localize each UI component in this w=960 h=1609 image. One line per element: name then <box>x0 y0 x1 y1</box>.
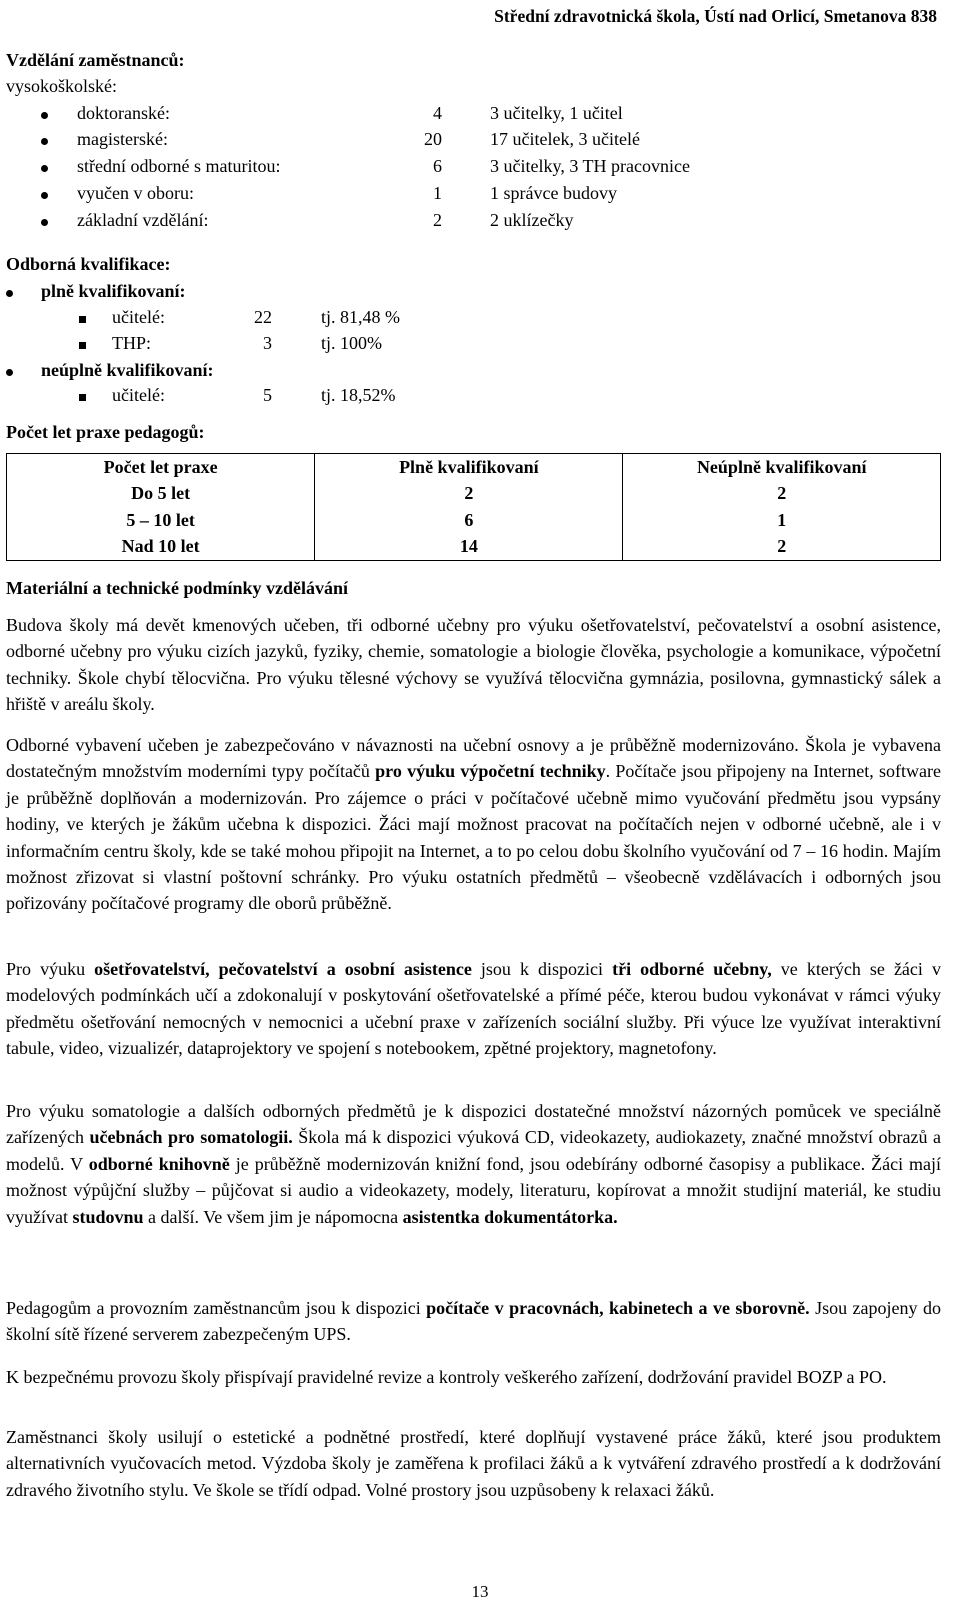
qualification-heading: Odborná kvalifikace: <box>6 254 171 274</box>
square-bullet-icon <box>79 316 86 323</box>
bullet-icon <box>41 219 48 226</box>
bullet-icon <box>6 369 13 376</box>
page-number: 13 <box>471 1582 489 1601</box>
education-heading: Vzdělání zaměstnanců: <box>6 50 185 70</box>
paragraph-computers: Pedagogům a provozním zaměstnancům jsou k dispozici počítače v pracovnách, kabinetech a ve sborovně. Jsou zapojeny do školní sítě řízené serverem zabezpečeným UPS. <box>6 1298 941 1345</box>
table-cell: 2 <box>315 481 623 508</box>
table-cell: 14 <box>315 534 623 561</box>
table-cell: 2 <box>623 481 941 508</box>
bullet-icon <box>41 112 48 119</box>
bullet-icon <box>41 165 48 172</box>
column-header: Neúplně kvalifikovaní <box>623 454 941 481</box>
paragraph-environment: Zaměstnanci školy usilují o estetické a podnětné prostředí, které doplňují vystavené práce žáků, které jsou produktem alternativních vyučovacích metod. Výzdoba školy je zaměřena k profilaci žáků a k vytváření zdravého prostředí a k dodržování zdravého životního stylu. Ve škole se třídí odpad. Volné prostory jsou uzpůsobeny k relaxaci žáků. <box>6 1427 941 1500</box>
partial-qualified-label: neúplně kvalifikovaní: <box>41 360 214 380</box>
table-row <box>7 507 941 534</box>
table-row <box>7 534 941 561</box>
table-header-row <box>7 454 941 481</box>
bullet-icon <box>41 192 48 199</box>
square-bullet-icon <box>79 342 86 349</box>
table-cell: 6 <box>315 507 623 534</box>
table-cell: 2 <box>623 534 941 561</box>
education-subheading: vysokoškolské: <box>6 76 118 96</box>
table-cell: Do 5 let <box>7 481 315 508</box>
page-header: Střední zdravotnická škola, Ústí nad Orlicí, Smetanova 838 <box>494 6 937 26</box>
paragraph-classrooms: Budova školy má devět kmenových učeben, tři odborné učebny pro výuku ošetřovatelství, pečovatelství a osobní asistence, odborné učebny pro výuku cizích jazyků, fyziky, chemie, somatologie a biologie člověka, psychologie a komunikace, výpočetní techniky. Škole chybí tělocvična. Pro výuku tělesné výchovy se využívá tělocvična gymnázia, posilovna, gymnastický sálek a hřiště v areálu školy. <box>6 615 941 715</box>
conditions-heading: Materiální a technické podmínky vzdělávání <box>6 578 348 598</box>
practice-table <box>6 453 941 561</box>
table-cell: 5 – 10 let <box>7 507 315 534</box>
paragraph-nursing: Pro výuku ošetřovatelství, pečovatelství a osobní asistence jsou k dispozici tři odborné učebny, ve kterých se žáci v modelových podmínkách učí a zdokonalují v poskytování ošetřovatelské a přímé péče, kterou budou vykonávat v rámci výuky předmětu ošetřování nemocných v nemocnici a učební praxe v zařízeních sociální služby. Při výuce lze využívat interaktivní tabule, video, vizualizér, dataprojektory ve spojení s notebookem, zpětné projektory, magnetofony. <box>6 959 941 1059</box>
table-row <box>7 481 941 508</box>
bullet-icon <box>41 138 48 145</box>
paragraph-safety: K bezpečnému provozu školy přispívají pravidelné revize a kontroly veškerého zařízení, dodržování pravidel BOZP a PO. <box>6 1367 887 1387</box>
paragraph-somatology: Pro výuku somatologie a dalších odborných předmětů je k dispozici dostatečné množství názorných pomůcek ve speciálně zařízených učebnách pro somatologii. Škola má k dispozici výuková CD, videokazety, audiokazety, značné množství obrazů a modelů. V odborné knihovně je průběžně modernizován knižní fond, jsou odebírány odborné časopisy a publikace. Žáci mají možnost výpůjční služby – půjčovat si audio a videokazety, modely, literaturu, kopírovat a množit studijní materiál, ke studiu využívat studovnu a další. Ve všem jim je nápomocna asistentka dokumentátorka. <box>6 1101 942 1227</box>
table-cell: 1 <box>623 507 941 534</box>
column-header: Plně kvalifikovaní <box>315 454 623 481</box>
square-bullet-icon <box>79 394 86 401</box>
full-qualified-label: plně kvalifikovaní: <box>41 281 186 301</box>
table-cell: Nad 10 let <box>7 534 315 561</box>
bullet-icon <box>6 290 13 297</box>
paragraph-equipment: Odborné vybavení učeben je zabezpečováno v návaznosti na učební osnovy a je průběžně modernizováno. Škola je vybavena dostatečným množstvím moderními typy počítačů pro výuku výpočetní techniky. Počítače jsou připojeny na Internet, software je průběžně doplňován a modernizován. Pro zájemce o práci v počítačové učebně mimo vyučování předmětu jsou vypsány hodiny, ve kterých je žákům učebna k dispozici. Žáci mají možnost pracovat na počítačích nejen v odborné učebně, ale i v informačním centru školy, kde se také mohou připojit na Internet, a to po celou dobu školního vyučování od 7 – 16 hodin. Majím možnost zřizovat si vlastní poštovní schránky. Pro výuku ostatních předmětů – všeobecně vzdělávacích i odborných jsou pořizovány počítačové programy dle oborů průběžně. <box>6 735 941 914</box>
practice-heading: Počet let praxe pedagogů: <box>6 422 205 442</box>
column-header: Počet let praxe <box>7 454 315 481</box>
